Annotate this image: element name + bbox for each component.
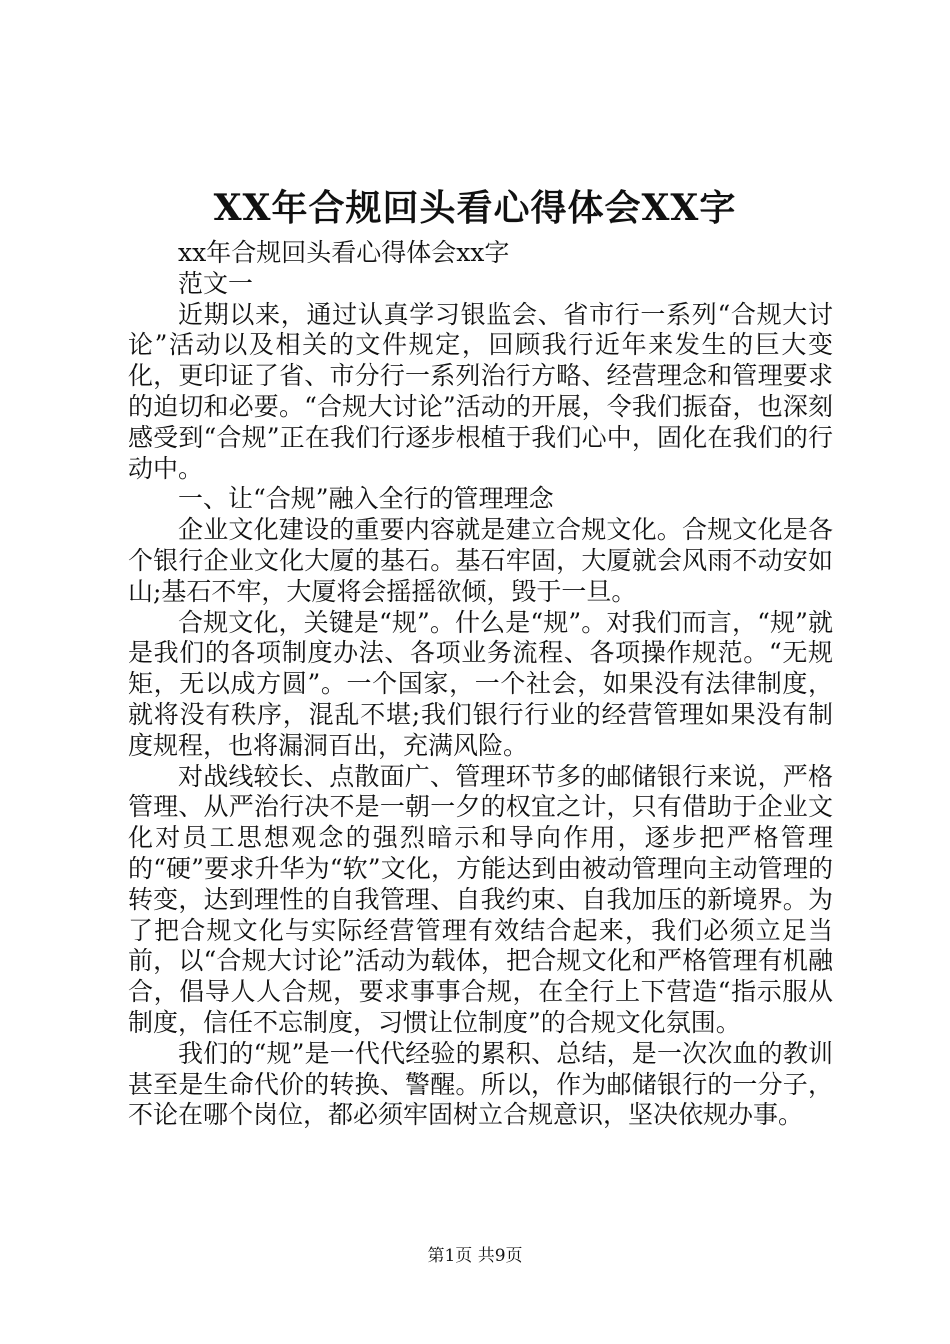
body-paragraph: 合规文化，关键是“规”。什么是“规”。对我们而言，“规”就是我们的各项制度办法、各项业务流程、各项操作规范。“无规矩，无以成方圆”。一个国家，一个社会，如果没有法律制度，就将没有秩序，混乱不堪;我们银行行业的经营管理如果没有制度规程，也将漏洞百出，充满风险。 bbox=[128, 607, 833, 760]
body-paragraph: 企业文化建设的重要内容就是建立合规文化。合规文化是各个银行企业文化大厦的基石。基石牢固，大厦就会风雨不动安如山;基石不牢，大厦将会摇摇欲倾，毁于一旦。 bbox=[128, 515, 833, 606]
body-paragraph: 近期以来，通过认真学习银监会、省市行一系列“合规大讨论”活动以及相关的文件规定，回顾我行近年来发生的巨大变化，更印证了省、市分行一系列治行方略、经营理念和管理要求的迫切和必要。“合规大讨论”活动的开展，令我们振奋，也深刻感受到“合规”正在我们行逐步根植于我们心中，固化在我们的行动中。 bbox=[128, 299, 833, 483]
subtitle-paragraph: xx年合规回头看心得体会xx字 bbox=[178, 238, 510, 267]
page-number-footer: 第1页 共9页 bbox=[427, 1246, 523, 1266]
document-title: XX年合规回头看心得体会XX字 bbox=[213, 187, 737, 229]
body-paragraph: 对战线较长、点散面广、管理环节多的邮储银行来说，严格管理、从严治行决不是一朝一夕的权宜之计，只有借助于企业文化对员工思想观念的强烈暗示和导向作用，逐步把严格管理的“硬”要求升华为“软”文化，方能达到由被动管理向主动管理的转变，达到理性的自我管理、自我约束、自我加压的新境界。为了把合规文化与实际经营管理有效结合起来，我们必须立足当前，以“合规大讨论”活动为载体，把合规文化和严格管理有机融合，倡导人人合规，要求事事合规，在全行上下营造“指示服从制度，信任不忘制度，习惯让位制度”的合规文化氛围。 bbox=[128, 761, 833, 1037]
section-heading: 一、让“合规”融入全行的管理理念 bbox=[178, 484, 554, 514]
body-paragraph: 我们的“规”是一代代经验的累积、总结，是一次次血的教训甚至是生命代价的转换、警醒。所以，作为邮储银行的一分子，不论在哪个岗位，都必须牢固树立合规意识，坚决依规办事。 bbox=[128, 1038, 833, 1130]
section-label-paragraph: 范文一 bbox=[178, 268, 254, 298]
document-body bbox=[128, 238, 833, 1131]
